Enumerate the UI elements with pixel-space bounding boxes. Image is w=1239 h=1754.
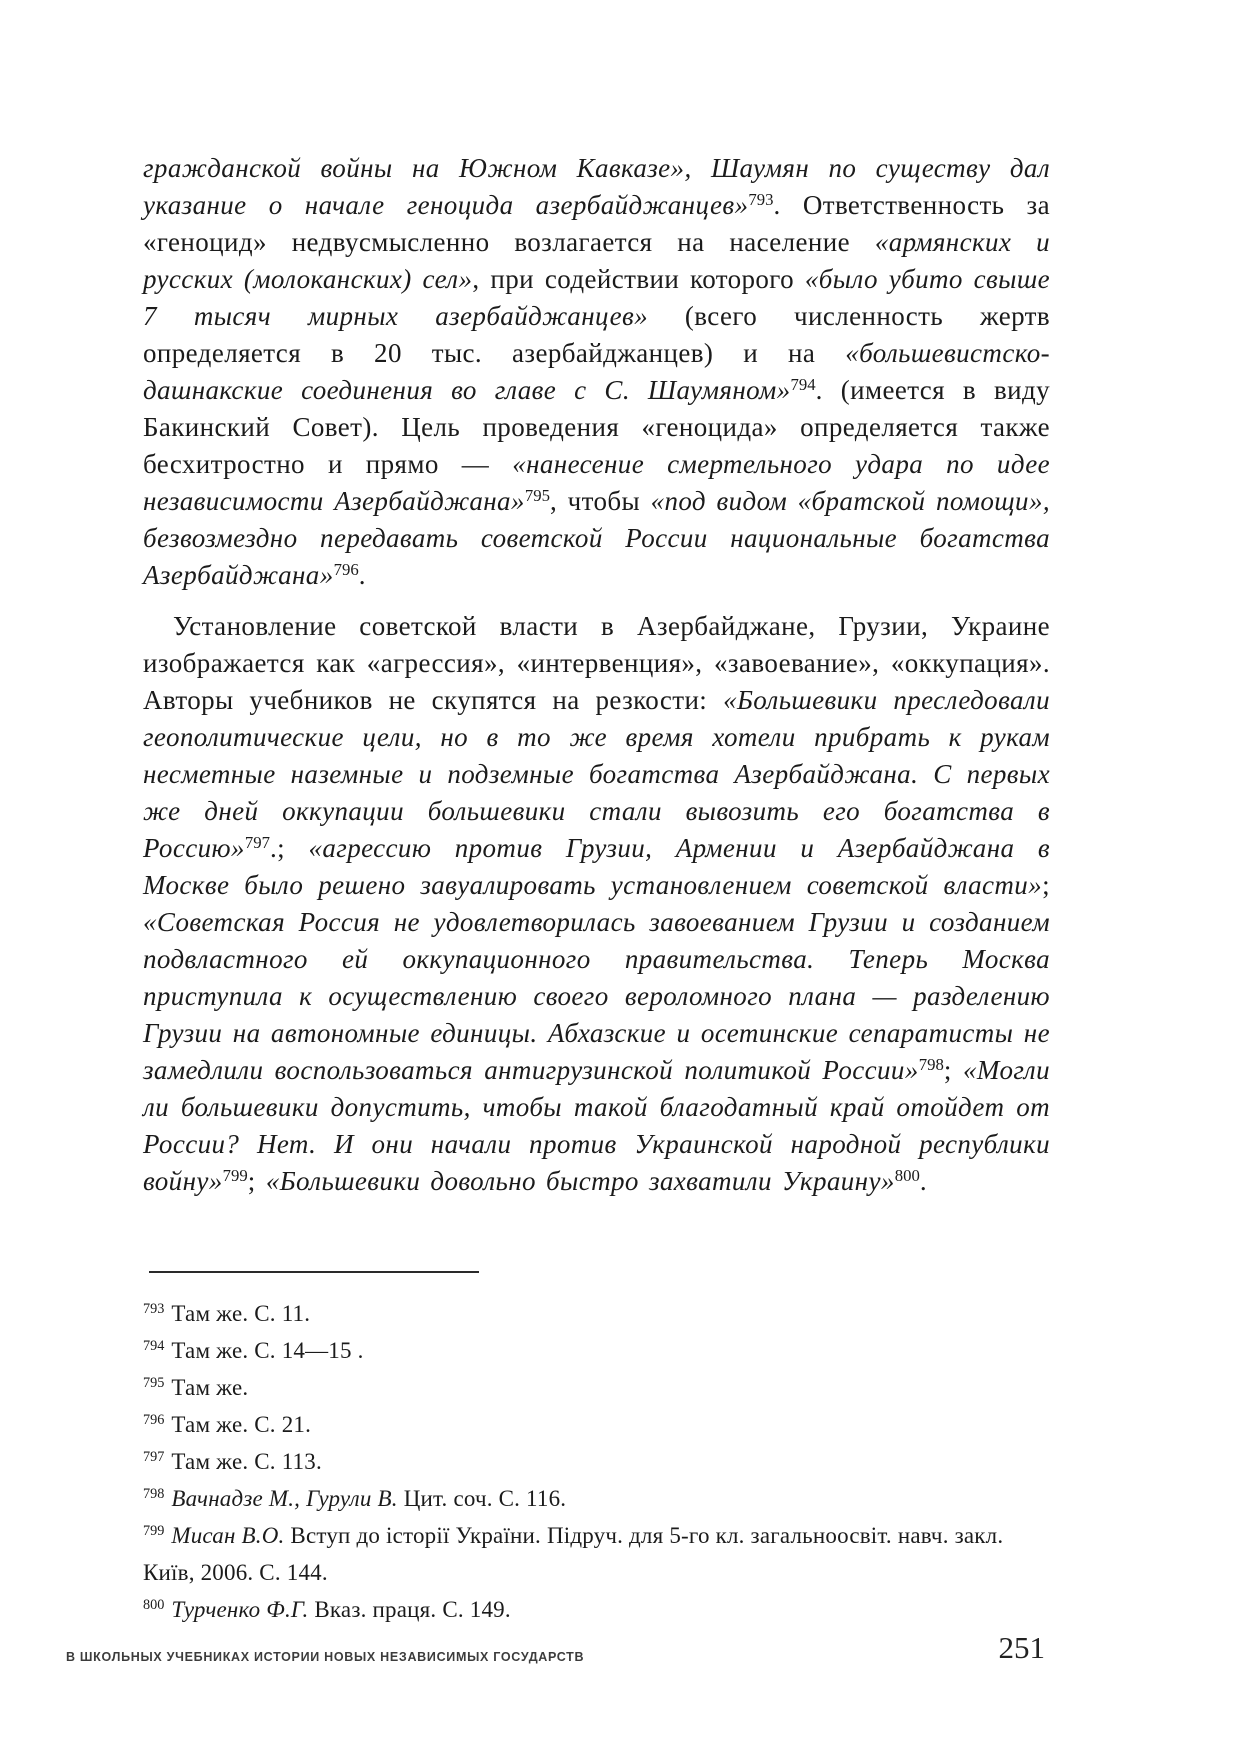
body-paragraph-2: Установление советской власти в Азербайджане, Грузии, Украине изображается как «агрессия», «интервенция», «завоевание», «оккупация». Авторы учебников не скупятся на резкости: «Большевики преследовали геополитические цели, но в то же время хотели прибрать к рукам несметные наземные и подземные богатства Азербайджана. С первых же дней оккупации большевики стали вывозить его богатства в Россию»$^{797}$.; «агрессию против Грузии, Армении и Азербайджана в Москве было решено завуалировать установлением советской власти»; «Советская Россия не удовлетворилась завоеванием Грузии и созданием подвластного ей оккупационного правительства. Теперь Москва приступила к осуществлению своего вероломного плана — разделению Грузии на автономные единицы. Абхазские и осетинские сепаратисты не замедлили воспользоваться антигрузинской политикой России»$^{798}$; «Могли ли большевики допустить, чтобы такой благодатный край отойдет от России? Нет. И они начали против Украинской народной республики войну»$^{799}$; «Большевики довольно быстро захватили Украину»$^{800}$. (143, 611, 1051, 1196)
body-paragraph-1: гражданской войны на Южном Кавказе», Шаумян по существу дал указание о начале геноцида азербайджанцев»$^{793}$. Ответственность за «геноцид» недвусмысленно возлагается на население «армянских и русских (молоканских) сел», при содействии которого «было убито свыше 7 тысяч мирных азербайджанцев» (всего численность жертв определяется в 20 тыс. азербайджанцев) и на «большевистско-дашнакские соединения во главе с С. Шаумяном»$^{794}$. (имеется в виду Бакинский Совет). Цель проведения «геноцида» определяется также бесхитростно и прямо — «нанесение смертельного удара по идее независимости Азербайджана»$^{795}$, чтобы «под видом «братской помощи», безвозмездно передавать советской России национальные богатства Азербайджана»$^{796}$. (143, 153, 1051, 590)
footnote-number: 793 (143, 1301, 165, 1318)
footnote-795 (143, 1369, 1050, 1406)
footnote-number: 800 (143, 1597, 165, 1614)
footnote-text: Там же. (171, 1375, 249, 1400)
footnote-text: Там же. С. 113. (171, 1449, 322, 1474)
footnote-794 (143, 1332, 1050, 1369)
footnote-800 (143, 1591, 1050, 1628)
footnote-text: Турченко Ф.Г. Вказ. праця. С. 149. (171, 1597, 511, 1622)
footnotes-section (143, 1271, 1050, 1628)
footnote-798 (143, 1480, 1050, 1517)
footnote-number: 799 (143, 1523, 165, 1540)
footnote-text: Вачнадзе М., Гурули В. Цит. соч. С. 116. (171, 1486, 567, 1511)
footnote-799 (143, 1517, 1050, 1591)
footnote-text: Мисан В.О. Вступ до історії України. Підруч. для 5-го кл. загальноосвіт. навч. закл. Київ, 2006. С. 144. (143, 1523, 1004, 1585)
footnote-796 (143, 1406, 1050, 1443)
footnote-number: 795 (143, 1375, 165, 1392)
footnote-number: 796 (143, 1412, 165, 1429)
page-number: 251 (998, 1630, 1045, 1665)
footnote-number: 797 (143, 1449, 165, 1466)
footnote-number: 794 (143, 1338, 165, 1355)
footnote-text: Там же. С. 21. (171, 1412, 312, 1437)
footnote-text: Там же. С. 14—15 . (171, 1338, 364, 1363)
footnote-separator (149, 1271, 479, 1273)
body-text-block (143, 150, 1050, 1200)
footnote-text: Там же. С. 11. (171, 1301, 311, 1326)
running-footer: В ШКОЛЬНЫХ УЧЕБНИКАХ ИСТОРИИ НОВЫХ НЕЗАВИСИМЫХ ГОСУДАРСТВ (66, 1650, 585, 1664)
footnote-793 (143, 1295, 1050, 1332)
footnote-797 (143, 1443, 1050, 1480)
footnote-number: 798 (143, 1486, 165, 1503)
